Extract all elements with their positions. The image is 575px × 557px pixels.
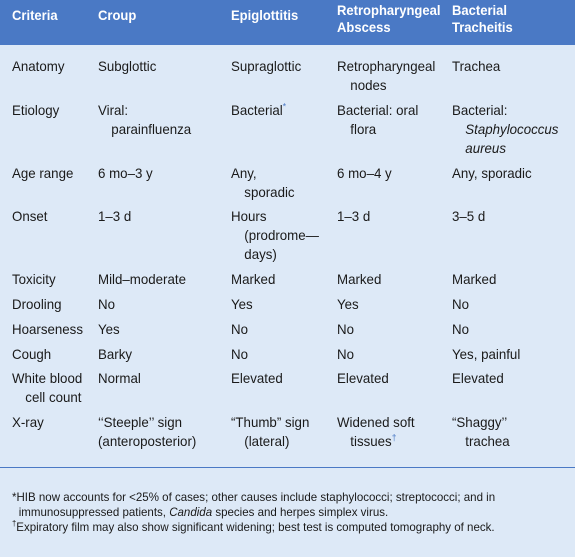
criteria-cell: Anatomy (12, 58, 65, 74)
epiglottitis-cell (231, 164, 295, 202)
retro-line: flora (350, 121, 377, 137)
croup-cell: 6 mo–3 y (98, 165, 153, 181)
retro-line: nodes (350, 77, 387, 93)
epiglottitis-cell (231, 207, 319, 264)
footnote-star-text: immunosuppressed patients, (18, 505, 170, 519)
bact-cell: Elevated (452, 370, 504, 386)
bact-line: trachea (465, 433, 510, 449)
retro-cell: 1–3 d (337, 208, 371, 224)
croup-cell: Mild–moderate (98, 271, 186, 287)
table-header (0, 0, 575, 45)
epiglottitis-cell: Yes (231, 296, 253, 312)
header-croup: Croup (98, 7, 137, 23)
bact-cell: Trachea (452, 58, 501, 74)
footnote-star-symbol: * (12, 490, 17, 504)
retro-cell: Yes (337, 296, 359, 312)
footnote-star-text: HIB now accounts for <25% of cases; other causes include staphylococci; streptococci; and in (16, 490, 496, 504)
criteria-cell: Onset (12, 208, 48, 224)
retro-cell (337, 101, 418, 139)
retro-cell: 6 mo–4 y (337, 165, 392, 181)
footnote-divider (0, 467, 575, 468)
retro-line: Bacterial: oral (337, 102, 419, 118)
header-retro-line2: Abscess (337, 19, 391, 35)
bact-cell (452, 413, 510, 451)
retro-line: tissues (350, 433, 392, 449)
croup-line: (anteroposterior) (98, 433, 197, 449)
criteria-line: White blood (12, 370, 83, 386)
criteria-cell: Hoarseness (12, 321, 83, 337)
bact-line: Staphylococcus (465, 121, 559, 137)
criteria-cell: Drooling (12, 296, 62, 312)
retro-cell (337, 413, 415, 451)
criteria-cell: Etiology (12, 102, 60, 118)
epiglottitis-text: Bacterial (231, 102, 283, 118)
table-body (0, 45, 575, 467)
footnote-dagger-symbol: † (12, 519, 17, 528)
epiglottitis-cell: Supraglottic (231, 58, 302, 74)
epiglottitis-line: Hours (231, 208, 267, 224)
retro-cell: No (337, 346, 355, 362)
header-epiglottitis: Epiglottitis (231, 7, 299, 23)
header-bact-line1: Bacterial (452, 2, 508, 18)
footnote-dagger-marker: † (391, 432, 397, 443)
footnote-dagger-text: Expiratory film may also show significant widening; best test is computed tomography of neck. (16, 520, 495, 534)
footnote-dagger (12, 520, 545, 535)
bact-cell (452, 101, 558, 158)
header-bacterial-tracheitis (452, 2, 513, 36)
criteria-line: cell count (25, 389, 82, 405)
croup-line: parainfluenza (111, 121, 192, 137)
croup-cell: No (98, 296, 116, 312)
epiglottitis-cell: Elevated (231, 370, 283, 386)
bact-cell: No (452, 296, 470, 312)
retro-cell: No (337, 321, 355, 337)
bact-cell: Marked (452, 271, 497, 287)
epiglottitis-line: Any, (231, 165, 257, 181)
epiglottitis-cell (231, 413, 309, 451)
header-retropharyngeal-abscess (337, 2, 440, 36)
epiglottitis-line: (lateral) (244, 433, 290, 449)
retro-cell: Marked (337, 271, 382, 287)
croup-line: Viral: (98, 102, 129, 118)
bact-cell: No (452, 321, 470, 337)
criteria-cell: Toxicity (12, 271, 56, 287)
retro-cell (337, 57, 435, 95)
croup-cell: 1–3 d (98, 208, 132, 224)
epiglottitis-line: “Thumb” sign (231, 414, 310, 430)
croup-cell (98, 101, 191, 139)
croup-cell (98, 413, 196, 451)
epiglottitis-cell: No (231, 321, 249, 337)
bact-line: Bacterial: (452, 102, 508, 118)
croup-cell: Subglottic (98, 58, 157, 74)
criteria-cell: X-ray (12, 414, 44, 430)
epiglottitis-cell: No (231, 346, 249, 362)
retro-line: Widened soft (337, 414, 415, 430)
criteria-cell: Age range (12, 165, 74, 181)
header-criteria: Criteria (12, 7, 58, 23)
retro-cell: Elevated (337, 370, 389, 386)
croup-cell: Barky (98, 346, 133, 362)
epiglottitis-cell: Marked (231, 271, 276, 287)
bact-cell: 3–5 d (452, 208, 486, 224)
epiglottitis-line: (prodrome— (244, 227, 319, 243)
footnote-star-italic: Candida (169, 505, 213, 519)
criteria-cell: Cough (12, 346, 52, 362)
footnote-star-text: species and herpes simplex virus. (212, 505, 389, 519)
epiglottitis-line: days) (244, 246, 277, 262)
criteria-cell (12, 369, 82, 407)
header-retro-line1: Retropharyngeal (337, 2, 441, 18)
bact-line: aureus (465, 140, 506, 156)
bact-cell: Any, sporadic (452, 165, 532, 181)
bact-cell: Yes, painful (452, 346, 521, 362)
header-bact-line2: Tracheitis (452, 19, 513, 35)
bact-line: “Shaggy’’ (452, 414, 508, 430)
croup-cell: Yes (98, 321, 120, 337)
footnotes (12, 490, 545, 535)
epiglottitis-cell (231, 101, 286, 120)
croup-line: ‘‘Steeple’’ sign (98, 414, 183, 430)
retro-line: Retropharyngeal (337, 58, 436, 74)
footnote-star (12, 490, 545, 520)
footnote-star-marker: * (282, 101, 287, 112)
croup-cell: Normal (98, 370, 141, 386)
epiglottitis-line: sporadic (244, 184, 295, 200)
